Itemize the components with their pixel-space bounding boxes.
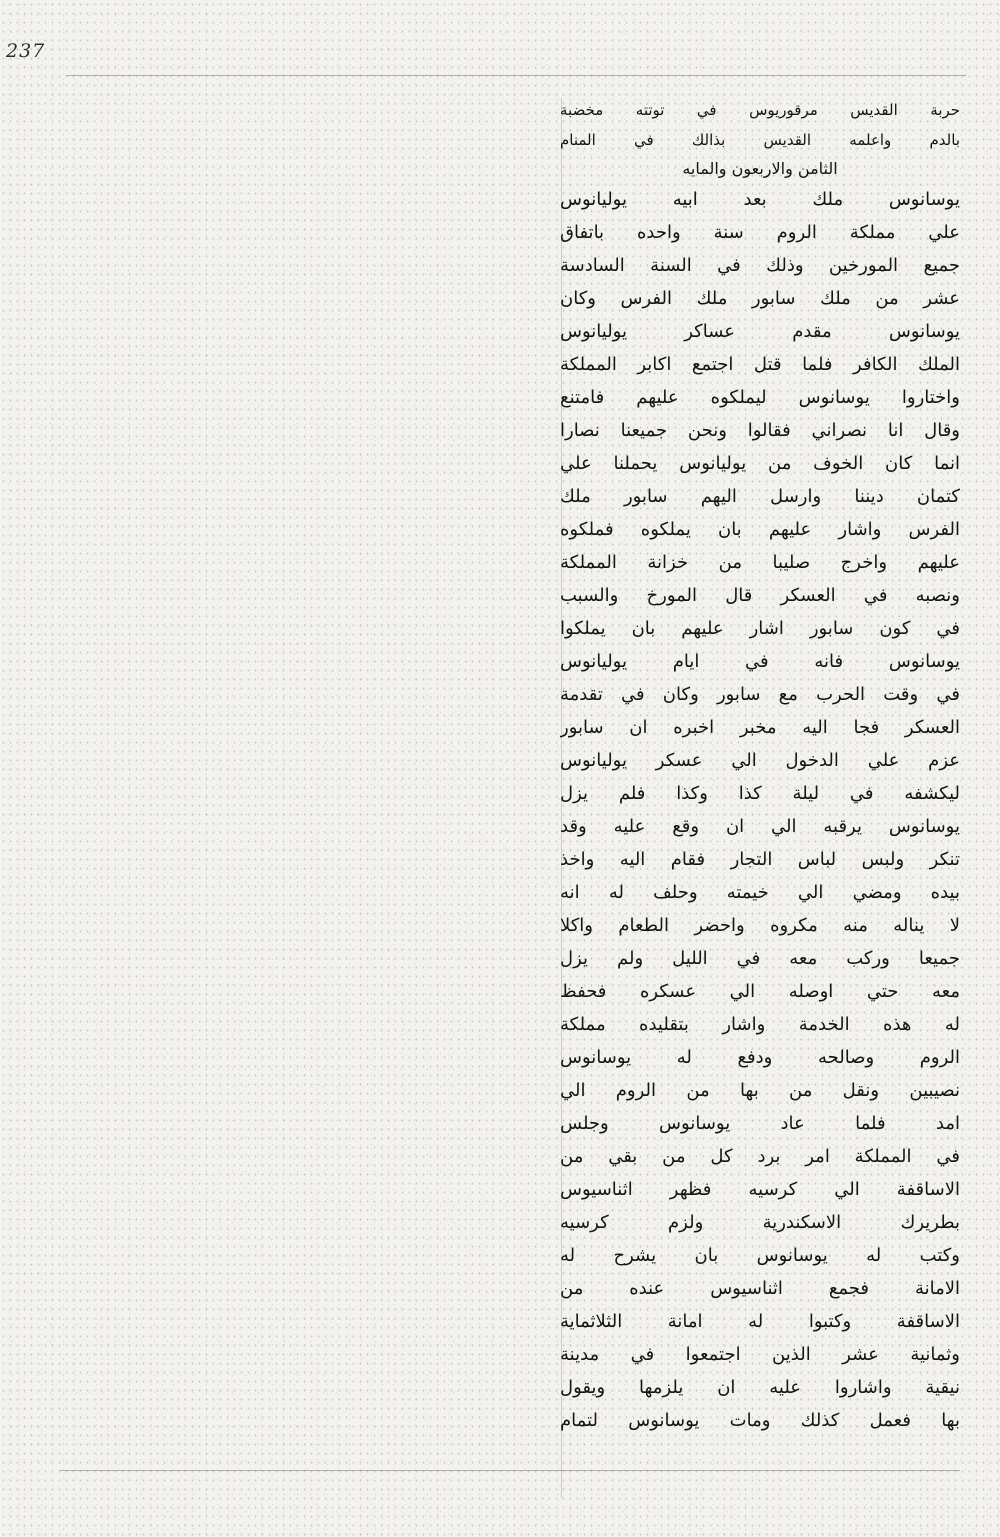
text-line: العسكر فجا اليه مخبر اخبره ان سابور bbox=[560, 717, 960, 738]
text-line: الاساقفة الي كرسيه فظهر اثناسيوس bbox=[560, 1179, 960, 1200]
text-line: نيقية واشاروا عليه ان يلزمها ويقول bbox=[560, 1377, 960, 1398]
text-line: الاساقفة وكتبوا له امانة الثلاثماية bbox=[560, 1311, 960, 1332]
text-line: يوسانوس يرقبه الي ان وقع عليه وقد bbox=[560, 816, 960, 837]
text-line: بيده ومضي الي خيمته وحلف له انه bbox=[560, 882, 960, 903]
top-rule bbox=[66, 75, 966, 76]
text-line: واختاروا يوسانوس ليملكوه عليهم فامتنع bbox=[560, 387, 960, 408]
text-line: الامانة فجمع اثناسيوس عنده من bbox=[560, 1278, 960, 1299]
manuscript-text-column bbox=[560, 95, 960, 1495]
text-line: في وقت الحرب مع سابور وكان في تقدمة bbox=[560, 684, 960, 705]
chapter-heading: الثامن والاربعون والمايه bbox=[682, 159, 838, 178]
text-line: يوسانوس ملك بعد ابيه يوليانوس bbox=[560, 189, 960, 210]
text-line: انما كان الخوف من يوليانوس يحملنا علي bbox=[560, 453, 960, 474]
text-line: معه حتي اوصله الي عسكره فحفظ bbox=[560, 981, 960, 1002]
text-line: وكتب له يوسانوس بان يشرح له bbox=[560, 1245, 960, 1266]
text-line: علي مملكة الروم سنة واحده باتفاق bbox=[560, 222, 960, 243]
text-line: نصيبين ونقل من بها من الروم الي bbox=[560, 1080, 960, 1101]
text-line: امد فلما عاد يوسانوس وجلس bbox=[560, 1113, 960, 1134]
text-line: الروم وصالحه ودفع له يوسانوس bbox=[560, 1047, 960, 1068]
text-line: يوسانوس مقدم عساكر يوليانوس bbox=[560, 321, 960, 342]
text-line: الفرس واشار عليهم بان يملكوه فملكوه bbox=[560, 519, 960, 540]
text-line: وقال انا نصراني فقالوا ونحن جميعنا نصارا bbox=[560, 420, 960, 441]
text-line: ليكشفه في ليلة كذا وكذا فلم يزل bbox=[560, 783, 960, 804]
text-line: لا يناله منه مكروه واحضر الطعام واكلا bbox=[560, 915, 960, 936]
text-line: ونصبه في العسكر قال المورخ والسبب bbox=[560, 585, 960, 606]
text-line: كتمان ديننا وارسل اليهم سابور ملك bbox=[560, 486, 960, 507]
text-line: وثمانية عشر الذين اجتمعوا في مدينة bbox=[560, 1344, 960, 1365]
text-line: عزم علي الدخول الي عسكر يوليانوس bbox=[560, 750, 960, 771]
text-line: عشر من ملك سابور ملك الفرس وكان bbox=[560, 288, 960, 309]
text-line: تنكر ولبس لباس التجار فقام اليه واخذ bbox=[560, 849, 960, 870]
text-line: في كون سابور اشار عليهم بان يملكوا bbox=[560, 618, 960, 639]
text-line: جميعا وركب معه في الليل ولم يزل bbox=[560, 948, 960, 969]
text-line: في المملكة امر برد كل من بقي من bbox=[560, 1146, 960, 1167]
text-line: له هذه الخدمة واشار بتقليده مملكة bbox=[560, 1014, 960, 1035]
text-line: الملك الكافر فلما قتل اجتمع اكابر المملكة bbox=[560, 354, 960, 375]
bottom-rule bbox=[60, 1470, 960, 1471]
text-line: بطريرك الاسكندرية ولزم كرسيه bbox=[560, 1212, 960, 1233]
text-line: عليهم واخرج صليبا من خزانة المملكة bbox=[560, 552, 960, 573]
text-line: بها فعمل كذلك ومات يوسانوس لتمام bbox=[560, 1410, 960, 1431]
intro-line: بالدم واعلمه القديس بذالك في المنام bbox=[560, 131, 960, 149]
intro-line: حربة القديس مرقوريوس في توتته مخضبة bbox=[560, 101, 960, 119]
text-line: يوسانوس فانه في ايام يوليانوس bbox=[560, 651, 960, 672]
text-line: جميع المورخين وذلك في السنة السادسة bbox=[560, 255, 960, 276]
page-number: 237 bbox=[6, 40, 46, 62]
